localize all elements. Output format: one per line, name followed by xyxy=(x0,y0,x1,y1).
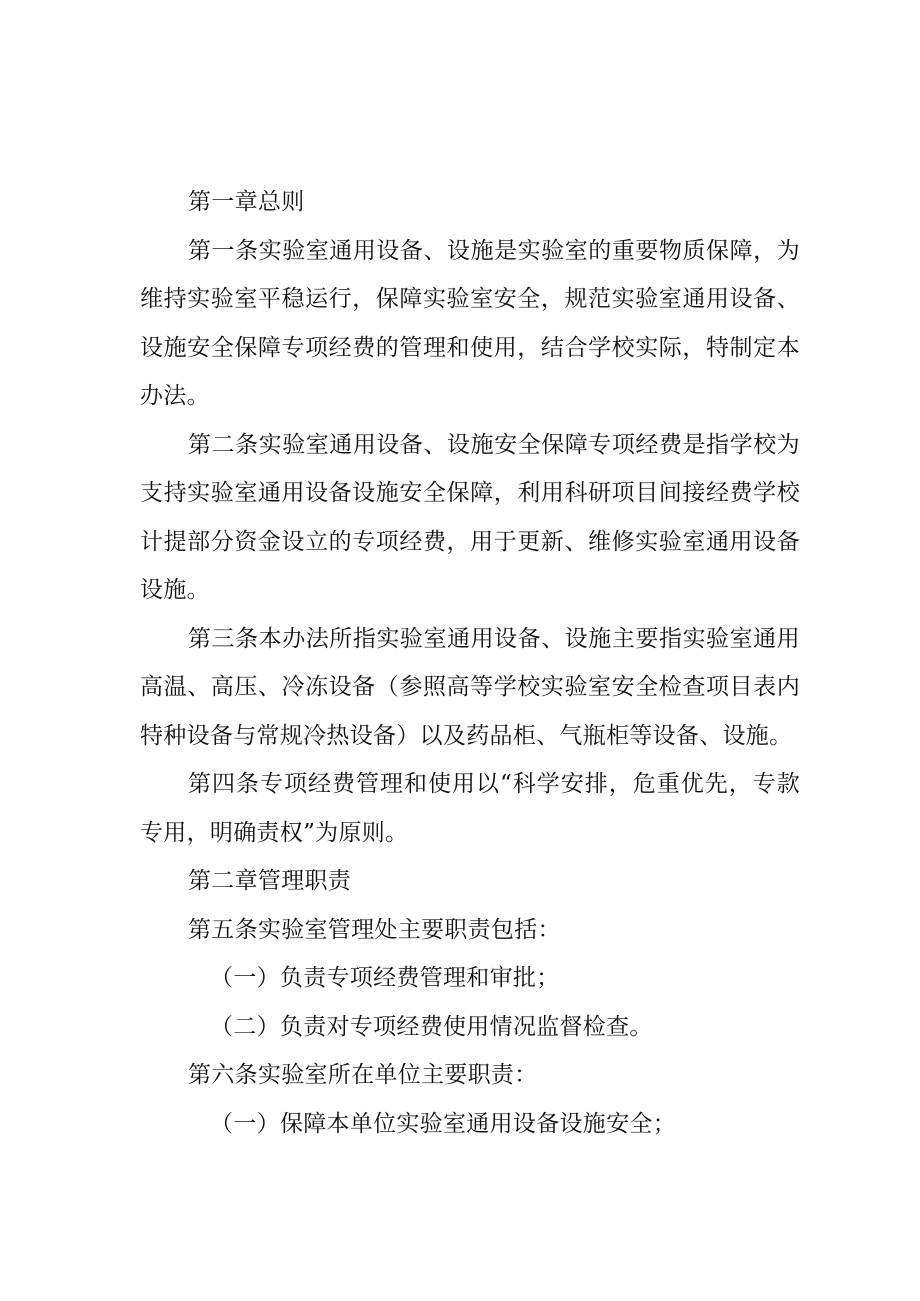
chapter-heading: 第一章总则 xyxy=(188,189,305,215)
list-item: （一）负责专项经费管理和审批； xyxy=(210,965,560,991)
list-item: （二）负责对专项经费使用情况监督检查。 xyxy=(210,1013,653,1040)
article-paragraph: 第三条本办法所指实验室通用设备、设施主要指实验室通用高温、高压、冷冻设备（参照高等学校实验室安全检查项目表内特种设备与常规冷热设备）以及药品柜、气瓶柜等设备、设施。 xyxy=(140,625,800,749)
document-body xyxy=(140,178,800,1148)
list-item: （一）保障本单位实验室通用设备设施安全； xyxy=(210,1110,676,1137)
chapter-heading: 第二章管理职责 xyxy=(188,868,352,894)
article-paragraph: 第二条实验室通用设备、设施安全保障专项经费是指学校为支持实验室通用设备设施安全保障，利用科研项目间接经费学校计提部分资金设立的专项经费，用于更新、维修实验室通用设备设施。 xyxy=(140,431,800,603)
article-paragraph: 第六条实验室所在单位主要职责： xyxy=(188,1062,538,1088)
article-paragraph: 第一条实验室通用设备、设施是实验室的重要物质保障，为维持实验室平稳运行，保障实验室安全，规范实验室通用设备、设施安全保障专项经费的管理和使用，结合学校实际，特制定本办法。 xyxy=(140,237,800,409)
article-paragraph: 第四条专项经费管理和使用以“科学安排，危重优先，专款专用，明确责权”为原则。 xyxy=(140,771,800,846)
article-paragraph: 第五条实验室管理处主要职责包括： xyxy=(188,916,561,943)
